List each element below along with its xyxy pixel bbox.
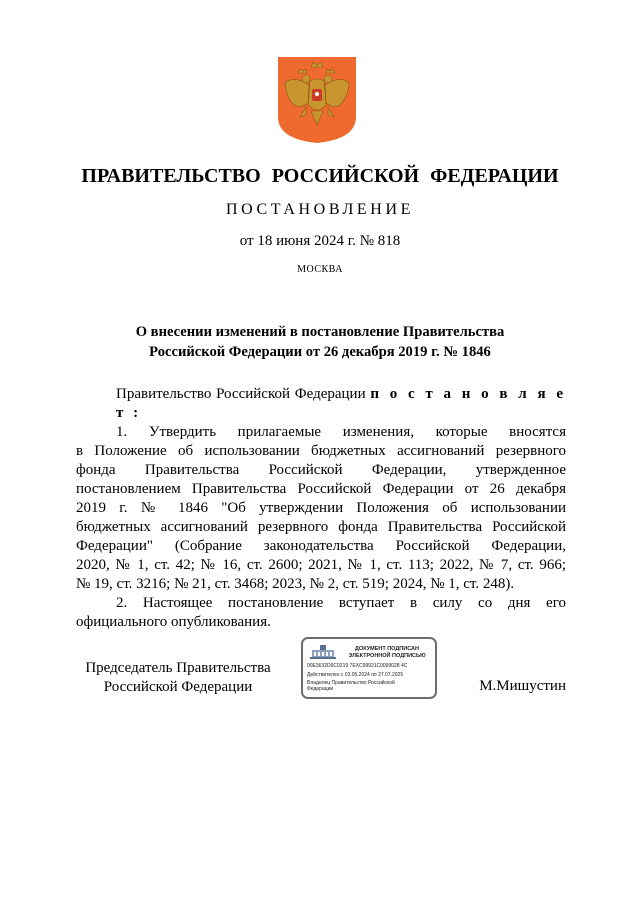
document-type: ПОСТАНОВЛЕНИЕ <box>226 201 414 218</box>
signatory-name: М.Мишустин <box>479 678 566 694</box>
paragraph-line: постановлением Правительства Российской Федерации от 26 декабря <box>76 481 566 497</box>
stamp-owner: Владелец Правительство Российской <box>307 680 395 686</box>
stamp-title <box>341 646 433 660</box>
stamp-title-line: ЭЛЕКТРОННОЙ ПОДПИСЬЮ <box>348 653 426 659</box>
stamp-owner: Федерации <box>307 686 334 692</box>
document-subject <box>0 322 640 362</box>
government-title: ПРАВИТЕЛЬСТВО РОССИЙСКОЙ ФЕДЕРАЦИИ <box>81 165 559 187</box>
paragraph-line: официального опубликования. <box>76 614 271 630</box>
subject-line: О внесении изменений в постановление Правительства <box>135 324 505 340</box>
subject-line: Российской Федерации от 26 декабря 2019 г. № 1846 <box>149 344 491 360</box>
paragraph-line: в Положение об использовании бюджетных ассигнований резервного <box>76 443 566 459</box>
paragraph-line: Федерации" (Собрание законодательства Российской Федерации, <box>76 538 566 554</box>
document-date-number: от 18 июня 2024 г. № 818 <box>239 233 401 249</box>
intro-text: Правительство Российской Федерации <box>116 386 371 402</box>
stamp-certificate: 00E3632D6C0219 7EXC99921C0099028 4C <box>307 663 408 669</box>
intro-resolves: п о с т а н о в л я е т : <box>116 386 566 421</box>
paragraph-line: бюджетных ассигнований резервного фонда Правительства Российской <box>76 519 566 535</box>
position-line: Российской Федерации <box>103 679 253 695</box>
paragraph-line: фонда Правительства Российской Федерации, утвержденное <box>76 462 566 478</box>
intro-paragraph <box>76 385 566 423</box>
coat-of-arms-emblem <box>276 55 358 145</box>
paragraph-line: 2019 г. № 1846 "Об утверждении Положения об использовании <box>76 500 566 516</box>
stamp-validity: Действителен с 03.05.2024 по 27.07.2025 <box>307 672 404 678</box>
electronic-signature-stamp <box>301 637 437 699</box>
stamp-title-line: ДОКУМЕНТ ПОДПИСАН <box>355 646 419 652</box>
paragraph-line: № 19, ст. 3216; № 21, ст. 3468; 2023, № 2, ст. 519; 2024, № 1, ст. 248). <box>76 576 515 592</box>
government-building-icon <box>309 644 337 660</box>
paragraph-line: 1. Утвердить прилагаемые изменения, которые вносятся <box>116 424 566 440</box>
signatory-position <box>78 659 278 697</box>
position-line: Председатель Правительства <box>85 660 271 676</box>
document-city: МОСКВА <box>297 264 343 275</box>
paragraph-line: 2020, № 1, ст. 42; № 16, ст. 2600; 2021, № 1, ст. 113; 2022, № 7, ст. 966; <box>76 557 566 573</box>
paragraph-line: 2. Настоящее постановление вступает в силу со дня его <box>116 595 566 611</box>
document-body <box>76 385 566 632</box>
